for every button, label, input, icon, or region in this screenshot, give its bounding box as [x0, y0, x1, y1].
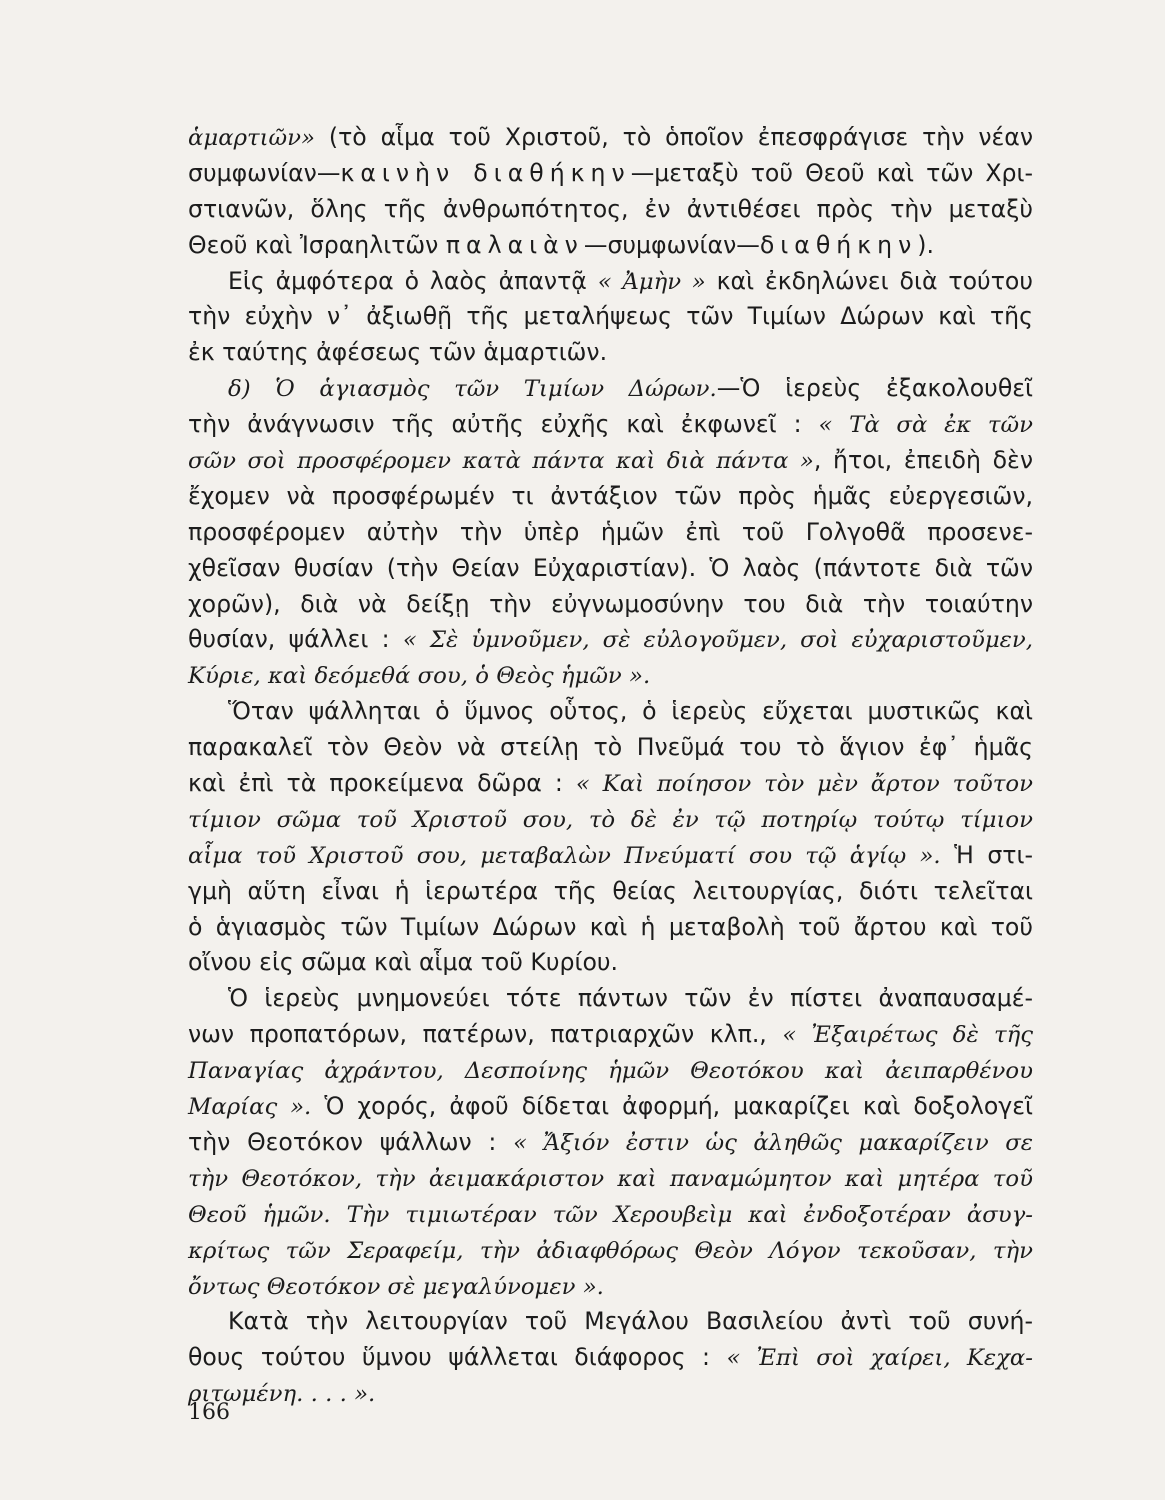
text-segment: ἔχομεν νὰ προσφέρωμέν τι ἀντάξιον τῶν πρὸς ἡμᾶς εὐεργεσιῶν,	[188, 481, 1033, 510]
italic-text: Κύριε, καὶ δεόμεθά σου, ὁ Θεὸς ἡμῶν ».	[188, 663, 651, 690]
italic-text: ριτωμένη. . . . ».	[188, 1381, 376, 1408]
text-segment: ).	[917, 230, 934, 259]
text-segment: χορῶν), διὰ νὰ δείξῃ τὴν εὐγνωμοσύνην του διὰ τὴν τοιαύτην	[188, 589, 1033, 618]
text-line	[188, 443, 1033, 479]
italic-text: αἷμα τοῦ Χριστοῦ σου, μεταβαλὼν Πνεύματί σου τῷ ἁγίῳ ».	[188, 842, 941, 869]
text-segment: καὶ ἐκδηλώνει διὰ τούτου	[705, 266, 1033, 295]
italic-text: τίμιον σῶμα τοῦ Χριστοῦ σου, τὸ δὲ ἐν τῷ ποτηρίῳ τούτῳ τίμιον	[188, 806, 1033, 833]
text-line	[188, 622, 1033, 658]
text-segment: ὁ ἁγιασμὸς τῶν Τιμίων Δώρων καὶ ἡ μεταβολὴ τοῦ ἄρτου καὶ τοῦ	[188, 912, 1033, 941]
italic-text: ἁμαρτιῶν»	[188, 125, 315, 151]
text-line	[188, 1233, 1033, 1269]
italic-text: « Σὲ ὑμνοῦμεν, σὲ εὐλογοῦμεν, σοὶ εὐχαριστοῦμεν,	[402, 627, 1033, 654]
italic-text: ὄντως Θεοτόκον σὲ μεγαλύνομεν ».	[188, 1273, 604, 1300]
italic-text: δ) Ὁ ἁγιασμὸς τῶν Τιμίων Δώρων.	[228, 376, 717, 403]
text-line	[188, 335, 1033, 371]
spaced-text: παλαιὰν	[445, 230, 584, 259]
text-segment: νων προπατόρων, πατέρων, πατριαρχῶν κλπ.,	[188, 1020, 783, 1049]
text-line	[188, 1053, 1033, 1089]
text-line	[188, 1269, 1033, 1305]
text-line	[188, 192, 1033, 228]
italic-text: τὴν Θεοτόκον, τὴν ἀειμακάριστον καὶ παναμώμητον καὶ μητέρα τοῦ	[188, 1165, 1033, 1192]
text-line	[188, 1340, 1033, 1376]
text-segment: θους τούτου ὕμνου ψάλλεται διάφορος :	[188, 1343, 727, 1372]
text-segment: Ὁ ἱερεὺς μνημονεύει τότε πάντων τῶν ἐν πίστει ἀναπαυσαμέ-	[228, 984, 1033, 1013]
text-line	[188, 910, 1033, 946]
text-segment: παρακαλεῖ τὸν Θεὸν νὰ στείλῃ τὸ Πνεῦμά του τὸ ἅγιον ἐφ᾽ ἡμᾶς	[188, 733, 1033, 762]
italic-text: Θεοῦ ἡμῶν. Τὴν τιμιωτέραν τῶν Χερουβεὶμ καὶ ἐνδοξοτέραν ἀσυγ-	[188, 1201, 1033, 1228]
page-number: 166	[188, 1400, 230, 1425]
text-line	[188, 515, 1033, 551]
text-line	[188, 299, 1033, 335]
italic-text: κρίτως τῶν Σεραφείμ, τὴν ἀδιαφθόρως Θεὸν Λόγον τεκοῦσαν, τὴν	[188, 1237, 1033, 1264]
text-segment: —συμφωνίαν—	[583, 230, 760, 259]
text-line	[188, 1376, 1033, 1412]
text-segment: Κατὰ τὴν λειτουργίαν τοῦ Μεγάλου Βασιλείου ἀντὶ τοῦ συνή-	[228, 1307, 1033, 1336]
text-line	[188, 587, 1033, 623]
text-line	[188, 264, 1033, 300]
italic-text: « Ἐπὶ σοὶ χαίρει, Κεχα-	[726, 1345, 1033, 1372]
italic-text: « Ἐξαιρέτως δὲ τῆς	[782, 1022, 1033, 1049]
text-segment: τὴν ἀνάγνωσιν τῆς αὐτῆς εὐχῆς καὶ ἐκφωνεῖ :	[188, 410, 819, 439]
text-line	[188, 658, 1033, 694]
text-line	[188, 120, 1033, 156]
text-line	[188, 371, 1033, 407]
text-line	[188, 1197, 1033, 1233]
text-line	[188, 1161, 1033, 1197]
italic-text: Μαρίας ».	[188, 1094, 312, 1121]
text-line	[188, 802, 1033, 838]
italic-text: « Ἀμὴν »	[597, 268, 706, 295]
italic-text: σῶν σοὶ προσφέρομεν κατὰ πάντα καὶ διὰ πάντα »	[188, 448, 814, 475]
text-line	[188, 694, 1033, 730]
text-line	[188, 1304, 1033, 1340]
text-segment: Ὁ χορός, ἀφοῦ δίδεται ἀφορμή, μακαρίζει καὶ δοξολογεῖ	[311, 1092, 1033, 1121]
text-line	[188, 407, 1033, 443]
spaced-text: καινὴν διαθήκην	[340, 158, 631, 187]
text-line	[188, 730, 1033, 766]
italic-text: « Ἄξιόν ἐστιν ὡς ἀληθῶς μακαρίζειν σε	[513, 1129, 1033, 1156]
text-line	[188, 156, 1033, 192]
text-segment: —Ὁ ἱερεὺς ἐξακολουθεῖ	[716, 374, 1033, 403]
text-segment: (τὸ αἷμα τοῦ Χριστοῦ, τὸ ὁποῖον ἐπεσφράγισε τὴν νέαν	[314, 123, 1033, 151]
italic-text: Παναγίας ἀχράντου, Δεσποίνης ἡμῶν Θεοτόκου καὶ ἀειπαρθένου	[188, 1058, 1033, 1085]
text-segment: Ἡ στι-	[940, 840, 1033, 869]
italic-text: « Καὶ ποίησον τὸν μὲν ἄρτον τοῦτον	[575, 771, 1033, 798]
body-text	[188, 120, 1033, 1412]
text-line	[188, 479, 1033, 515]
text-segment: θυσίαν, ψάλλει :	[188, 625, 403, 654]
text-segment: τὴν Θεοτόκον ψάλλων :	[188, 1127, 514, 1156]
text-line	[188, 874, 1033, 910]
text-segment: Ὅταν ψάλληται ὁ ὕμνος οὗτος, ὁ ἱερεὺς εὔχεται μυστικῶς καὶ	[228, 697, 1033, 726]
text-segment: γμὴ αὕτη εἶναι ἡ ἱερωτέρα τῆς θείας λειτουργίας, διότι τελεῖται	[188, 876, 1033, 905]
text-segment: —μεταξὺ τοῦ Θεοῦ καὶ τῶν Χρι-	[630, 158, 1033, 187]
text-segment: τὴν εὐχὴν ν᾽ ἀξιωθῇ τῆς μεταλήψεως τῶν Τιμίων Δώρων καὶ τῆς	[188, 302, 1033, 331]
text-segment: Εἰς ἀμφότερα ὁ λαὸς ἀπαντᾷ	[228, 266, 598, 295]
text-segment: Θεοῦ καὶ Ἰσραηλιτῶν	[188, 230, 446, 259]
italic-text: « Τὰ σὰ ἐκ τῶν	[818, 412, 1033, 439]
spaced-text: διαθήκην	[759, 230, 918, 259]
text-line	[188, 838, 1033, 874]
text-line	[188, 228, 1033, 264]
text-segment: χθεῖσαν θυσίαν (τὴν Θείαν Εὐχαριστίαν). Ὁ λαὸς (πάντοτε διὰ τῶν	[188, 553, 1033, 582]
text-line	[188, 766, 1033, 802]
text-segment: προσφέρομεν αὐτὴν τὴν ὑπὲρ ἡμῶν ἐπὶ τοῦ Γολγοθᾶ προσενε-	[188, 517, 1033, 546]
text-segment: καὶ ἐπὶ τὰ προκείμενα δῶρα :	[188, 769, 576, 798]
text-segment: οἴνου εἰς σῶμα καὶ αἷμα τοῦ Κυρίου.	[188, 948, 619, 977]
text-segment: συμφωνίαν—	[188, 158, 341, 187]
text-line	[188, 551, 1033, 587]
text-segment: ἐκ ταύτης ἀφέσεως τῶν ἁμαρτιῶν.	[188, 338, 608, 367]
text-segment: στιανῶν, ὅλης τῆς ἀνθρωπότητος, ἐν ἀντιθέσει πρὸς τὴν μεταξὺ	[188, 194, 1033, 223]
text-line	[188, 1017, 1033, 1053]
text-line	[188, 1089, 1033, 1125]
text-line	[188, 945, 1033, 981]
text-line	[188, 1125, 1033, 1161]
text-segment: , ἤτοι, ἐπειδὴ δὲν	[813, 446, 1033, 475]
text-line	[188, 981, 1033, 1017]
